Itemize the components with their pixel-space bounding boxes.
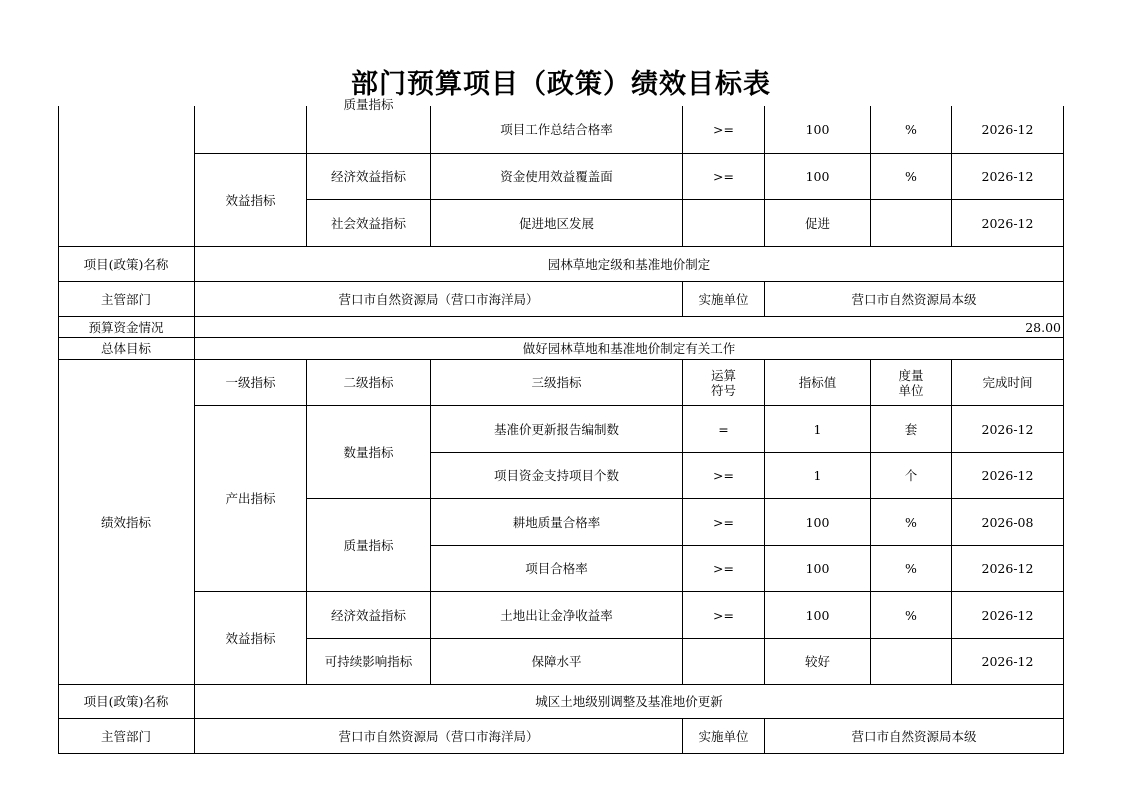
cell-op: >=	[683, 592, 765, 639]
project2-name: 城区土地级别调整及基准地价更新	[195, 685, 1064, 719]
cell-deadline: 2026-12	[952, 200, 1064, 247]
cell-benefit: 效益指标	[195, 592, 307, 685]
cell-name: 项目工作总结合格率	[431, 106, 683, 154]
cell-output: 产出指标	[195, 406, 307, 592]
label-dept: 主管部门	[58, 719, 195, 754]
project2-dept: 营口市自然资源局（营口市海洋局）	[195, 719, 683, 754]
cell-name: 项目资金支持项目个数	[431, 453, 683, 499]
cell-value: 100	[765, 546, 871, 592]
cell-name: 土地出让金净收益率	[431, 592, 683, 639]
cell-unit: 个	[871, 453, 952, 499]
cell-op	[683, 200, 765, 247]
cell-op: >=	[683, 499, 765, 546]
header-lvl1: 一级指标	[195, 360, 307, 406]
cell-deadline: 2026-12	[952, 106, 1064, 154]
cell-name: 保障水平	[431, 639, 683, 685]
header-lvl2: 二级指标	[307, 360, 431, 406]
cell-unit	[871, 639, 952, 685]
header-unit: 度量 单位	[871, 360, 952, 406]
project1-budget: 28.00	[195, 317, 1064, 338]
cell-deadline: 2026-12	[952, 592, 1064, 639]
cell-quality: 质量指标	[307, 499, 431, 592]
cell-value: 100	[765, 499, 871, 546]
cell-value: 1	[765, 406, 871, 453]
cell-value: 100	[765, 106, 871, 154]
cell-unit: %	[871, 106, 952, 154]
label-impl-unit: 实施单位	[683, 719, 765, 754]
cell-value: 较好	[765, 639, 871, 685]
cell-unit	[871, 200, 952, 247]
cell-quantity: 数量指标	[307, 406, 431, 499]
cell-value: 100	[765, 154, 871, 200]
label-project-name: 项目(政策)名称	[58, 685, 195, 719]
performance-table	[58, 97, 1064, 754]
cell-op: >=	[683, 546, 765, 592]
page-title: 部门预算项目（政策）绩效目标表	[351, 69, 771, 100]
cell-op	[683, 639, 765, 685]
cell-quality-clipped: 质量指标	[307, 106, 431, 154]
cell-social: 社会效益指标	[307, 200, 431, 247]
cell-op: =	[683, 406, 765, 453]
cell-op: >=	[683, 106, 765, 154]
label-budget: 预算资金情况	[58, 317, 195, 338]
cell-benefit: 效益指标	[195, 154, 307, 247]
header-lvl3: 三级指标	[431, 360, 683, 406]
cell-name: 资金使用效益覆盖面	[431, 154, 683, 200]
cell-unit: %	[871, 546, 952, 592]
cell-deadline: 2026-12	[952, 406, 1064, 453]
cell-blank	[195, 106, 307, 154]
header-deadline: 完成时间	[952, 360, 1064, 406]
cell-deadline: 2026-12	[952, 546, 1064, 592]
cell-blank	[58, 106, 195, 247]
cell-op: >=	[683, 154, 765, 200]
project1-impl-unit: 营口市自然资源局本级	[765, 282, 1064, 317]
project1-name: 园林草地定级和基准地价制定	[195, 247, 1064, 282]
project2-impl-unit: 营口市自然资源局本级	[765, 719, 1064, 754]
cell-name: 基准价更新报告编制数	[431, 406, 683, 453]
cell-economic: 经济效益指标	[307, 154, 431, 200]
project1-goal: 做好园林草地和基准地价制定有关工作	[195, 338, 1064, 360]
label-project-name: 项目(政策)名称	[58, 247, 195, 282]
cell-name: 促进地区发展	[431, 200, 683, 247]
cell-op: >=	[683, 453, 765, 499]
cell-value: 促进	[765, 200, 871, 247]
cell-value: 1	[765, 453, 871, 499]
cell-deadline: 2026-12	[952, 154, 1064, 200]
cell-name: 项目合格率	[431, 546, 683, 592]
cell-unit: %	[871, 592, 952, 639]
cell-deadline: 2026-12	[952, 639, 1064, 685]
cell-name: 耕地质量合格率	[431, 499, 683, 546]
header-op: 运算 符号	[683, 360, 765, 406]
label-goal: 总体目标	[58, 338, 195, 360]
cell-value: 100	[765, 592, 871, 639]
label-dept: 主管部门	[58, 282, 195, 317]
label-perf: 绩效指标	[58, 360, 195, 685]
cell-deadline: 2026-12	[952, 453, 1064, 499]
cell-sustain: 可持续影响指标	[307, 639, 431, 685]
cell-deadline: 2026-08	[952, 499, 1064, 546]
cell-unit: 套	[871, 406, 952, 453]
header-value: 指标值	[765, 360, 871, 406]
label-impl-unit: 实施单位	[683, 282, 765, 317]
project1-dept: 营口市自然资源局（营口市海洋局）	[195, 282, 683, 317]
cell-economic: 经济效益指标	[307, 592, 431, 639]
cell-unit: %	[871, 154, 952, 200]
cell-unit: %	[871, 499, 952, 546]
